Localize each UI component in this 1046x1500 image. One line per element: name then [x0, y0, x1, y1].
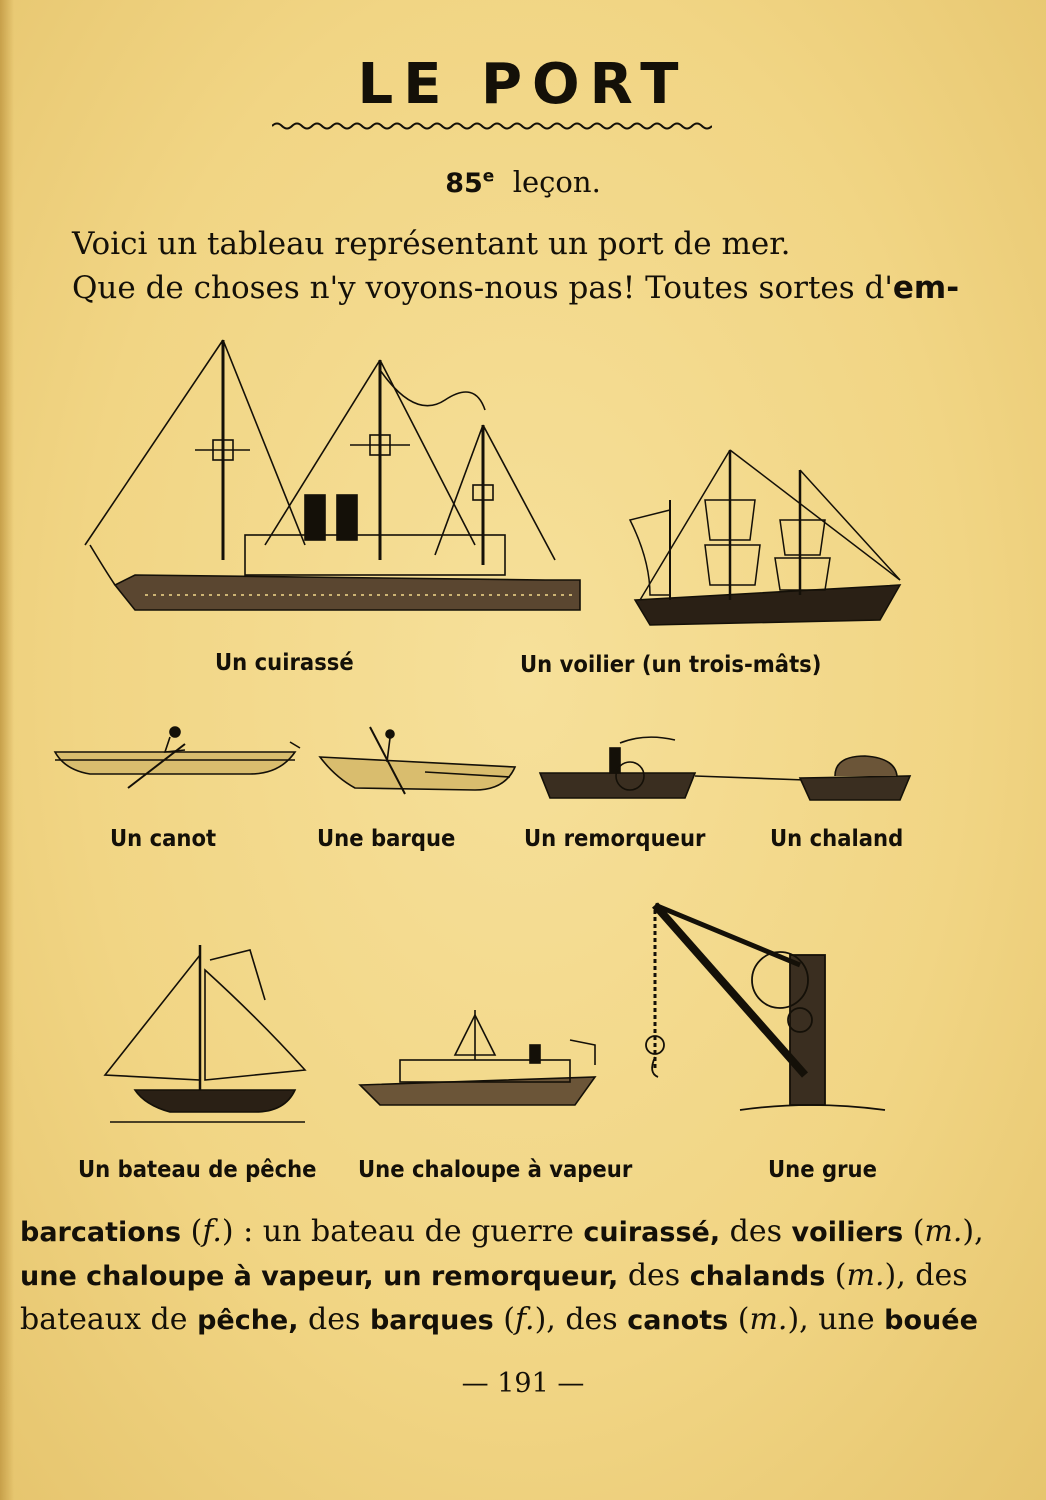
body-line-1: [20, 1210, 1020, 1254]
intro-line-2-text: Que de choses n'y voyons-nous pas! Toutes sortes d': [72, 270, 893, 306]
text: des: [720, 1214, 792, 1249]
text: ),: [962, 1214, 984, 1249]
text: (: [825, 1258, 847, 1293]
lesson-word: leçon.: [512, 165, 601, 199]
canoe-illustration: [50, 722, 305, 792]
caption-chaland: Un chaland: [770, 826, 904, 852]
word-barques: barques: [369, 1305, 494, 1336]
intro-line-1: Voici un tableau représentant un port de mer.: [72, 226, 791, 262]
page-title: LE PORT: [357, 52, 689, 117]
text: ), une: [787, 1302, 885, 1337]
intro-line-2: [72, 266, 972, 310]
body-line-2: [20, 1254, 1020, 1298]
word-cuirasse: cuirassé,: [583, 1217, 721, 1248]
word-barcations: barcations: [20, 1217, 182, 1248]
page-edge-shadow: [0, 0, 14, 1500]
word-remorqueur: un remorqueur,: [383, 1261, 619, 1292]
text: bateaux de: [20, 1302, 198, 1337]
text: [374, 1258, 384, 1293]
text: des: [298, 1302, 370, 1337]
battleship-illustration: [75, 330, 585, 630]
text: (: [728, 1302, 750, 1337]
body-paragraph: [20, 1210, 1020, 1342]
gender-m: m.: [924, 1214, 963, 1249]
lesson-suffix: e: [482, 166, 495, 187]
lesson-num: 85: [445, 168, 483, 199]
fishing-boat-illustration: [90, 940, 315, 1130]
gender-f: f.: [202, 1214, 222, 1249]
text: (: [181, 1214, 203, 1249]
lesson-number: [0, 165, 1046, 199]
caption-bateau-peche: Un bateau de pêche: [78, 1157, 317, 1183]
intro-line-2-bold: em-: [892, 270, 960, 306]
word-bouee: bouée: [884, 1305, 978, 1336]
sailing-ship-illustration: [610, 440, 910, 640]
steam-launch-illustration: [355, 1005, 605, 1115]
caption-grue: Une grue: [768, 1157, 877, 1183]
caption-barque: Une barque: [317, 826, 456, 852]
text: ) : un bateau de guerre: [221, 1214, 584, 1249]
caption-cuirasse: Un cuirassé: [215, 650, 354, 676]
word-chalands: chalands: [689, 1261, 826, 1292]
text: des: [618, 1258, 690, 1293]
word-chaloupe: une chaloupe à vapeur,: [20, 1261, 374, 1292]
caption-canot: Un canot: [110, 826, 217, 852]
caption-voilier: Un voilier (un trois-mâts): [520, 652, 822, 678]
text: ), des: [884, 1258, 968, 1293]
tugboat-with-barge-illustration: [535, 728, 920, 808]
caption-remorqueur: Un remorqueur: [524, 826, 706, 852]
intro-paragraph: [72, 222, 972, 310]
gender-f: f.: [514, 1302, 535, 1337]
rowboat-illustration: [315, 722, 520, 797]
crane-illustration: [640, 895, 890, 1130]
page-number: — 191 —: [461, 1368, 585, 1399]
text: ), des: [534, 1302, 628, 1337]
caption-chaloupe: Une chaloupe à vapeur: [358, 1157, 633, 1183]
gender-m: m.: [846, 1258, 885, 1293]
text: (: [493, 1302, 515, 1337]
title-wavy-rule: [272, 118, 712, 134]
body-line-3: [20, 1298, 1020, 1342]
text: (: [903, 1214, 925, 1249]
word-canots: canots: [627, 1305, 729, 1336]
gender-m: m.: [749, 1302, 788, 1337]
word-peche: pêche,: [197, 1305, 299, 1336]
word-voiliers: voiliers: [791, 1217, 904, 1248]
